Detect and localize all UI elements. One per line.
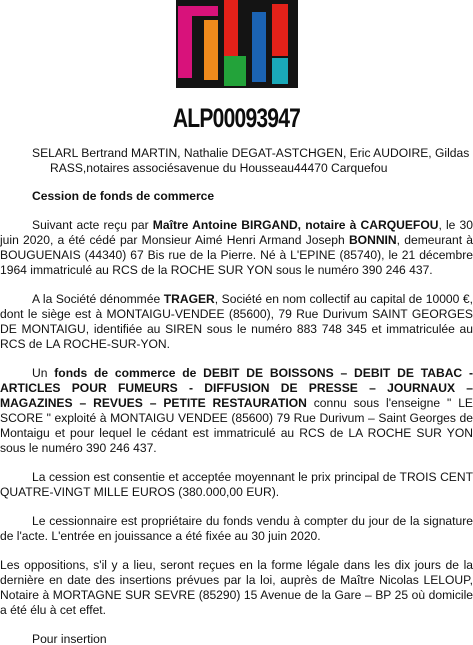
paragraph-deed — [0, 218, 473, 278]
paragraph-business — [0, 366, 473, 456]
p2-text-b: , Société en nom collectif au capital de 10000 €, dont le siège est à MONTAIGU-VENDEE (85600), 79 Rue Durivum SAINT GEORGES DE MONTAIGU, identifiée au SIREN sous le numéro 883 748 345 et immatriculée au RCS de LA ROCHE-SUR-YON. — [0, 292, 473, 351]
logo-bar-teal — [272, 58, 288, 84]
p1-text-b: , le 30 juin 2020, a été cédé par Monsieur Aimé Henri Armand Joseph — [0, 218, 473, 247]
reference-number: ALP00093947 — [172, 103, 301, 133]
paragraph-price: La cession est consentie et acceptée moyennant le prix principal de TROIS CENT QUATRE-VINGT MILLE EUROS (380.000,00 EUR). — [0, 470, 473, 499]
notaries-line-1: SELARL Bertrand MARTIN, Nathalie DEGAT-ASTCHGEN, Eric AUDOIRE, Gildas — [32, 146, 470, 160]
p3-text-b: connu sous l'enseigne " LE SCORE " exploité à MONTAIGU VENDEE (85600) 79 Rue Durivum – Saint Georges de Montaigu et pour lequel le cédant est immatriculé au RCS de LA ROCHE SUR YON sous le numéro 390 246 437. — [0, 396, 473, 455]
p3-activity: fonds de commerce de DEBIT DE BOISSONS – DEBIT DE TABAC -ARTICLES POUR FUMEURS - DIFFUSION DE PRESSE – JOURNAUX – MAGAZINES – REVUES – PETITE RESTAURATION — [0, 366, 473, 410]
p2-text-a: A la Société dénommée — [32, 292, 164, 306]
closing-line: Pour insertion — [32, 632, 107, 645]
logo-bar-green — [224, 56, 246, 86]
p3-text-a: Un — [32, 366, 55, 380]
p1-text-a: Suivant acte reçu par — [32, 218, 153, 232]
p1-notary: Maître Antoine BIRGAND, notaire à CARQUEFOU — [152, 218, 439, 232]
section-title: Cession de fonds de commerce — [32, 189, 215, 203]
notaries-header — [0, 146, 473, 176]
logo-bar-pink-top — [178, 6, 218, 16]
logo-bar-red — [224, 0, 238, 56]
notaries-line-2: RASS,notaires associésavenue du Housseau44470 Carquefou — [50, 161, 388, 175]
p2-buyer: TRAGER — [163, 292, 215, 306]
p1-text-c: , demeurant à BOUGUENAIS (44340) 67 Bis rue de la Pierre. Né à L'EPINE (85740), le 21 décembre 1964 immatriculé au RCS de la ROCHE SUR YON sous le numéro 390 246 437. — [0, 233, 473, 277]
logo-bar-red-right — [272, 4, 288, 56]
paragraph-oppositions: Les oppositions, s'il y a lieu, seront reçues en la forme légale dans les dix jours de la dernière en date des insertions prévues par la loi, auprès de Maître Nicolas LELOUP, Notaire à MORTAGNE SUR SEVRE (85290) 15 Avenue de la Gare – BP 25 où domicile a été élu à cet effet. — [0, 558, 473, 617]
logo-bar-orange — [204, 20, 218, 80]
p1-seller: BONNIN — [348, 233, 397, 247]
notice-body — [0, 146, 473, 645]
paragraph-buyer — [0, 292, 473, 352]
vhr-logo — [176, 0, 298, 88]
logo-bar-pink — [178, 6, 192, 78]
paragraph-ownership: Le cessionnaire est propriétaire du fonds vendu à compter du jour de la signature de l'acte. L'entrée en jouissance a été fixée au 30 juin 2020. — [0, 514, 473, 543]
logo-bar-blue — [252, 12, 266, 82]
